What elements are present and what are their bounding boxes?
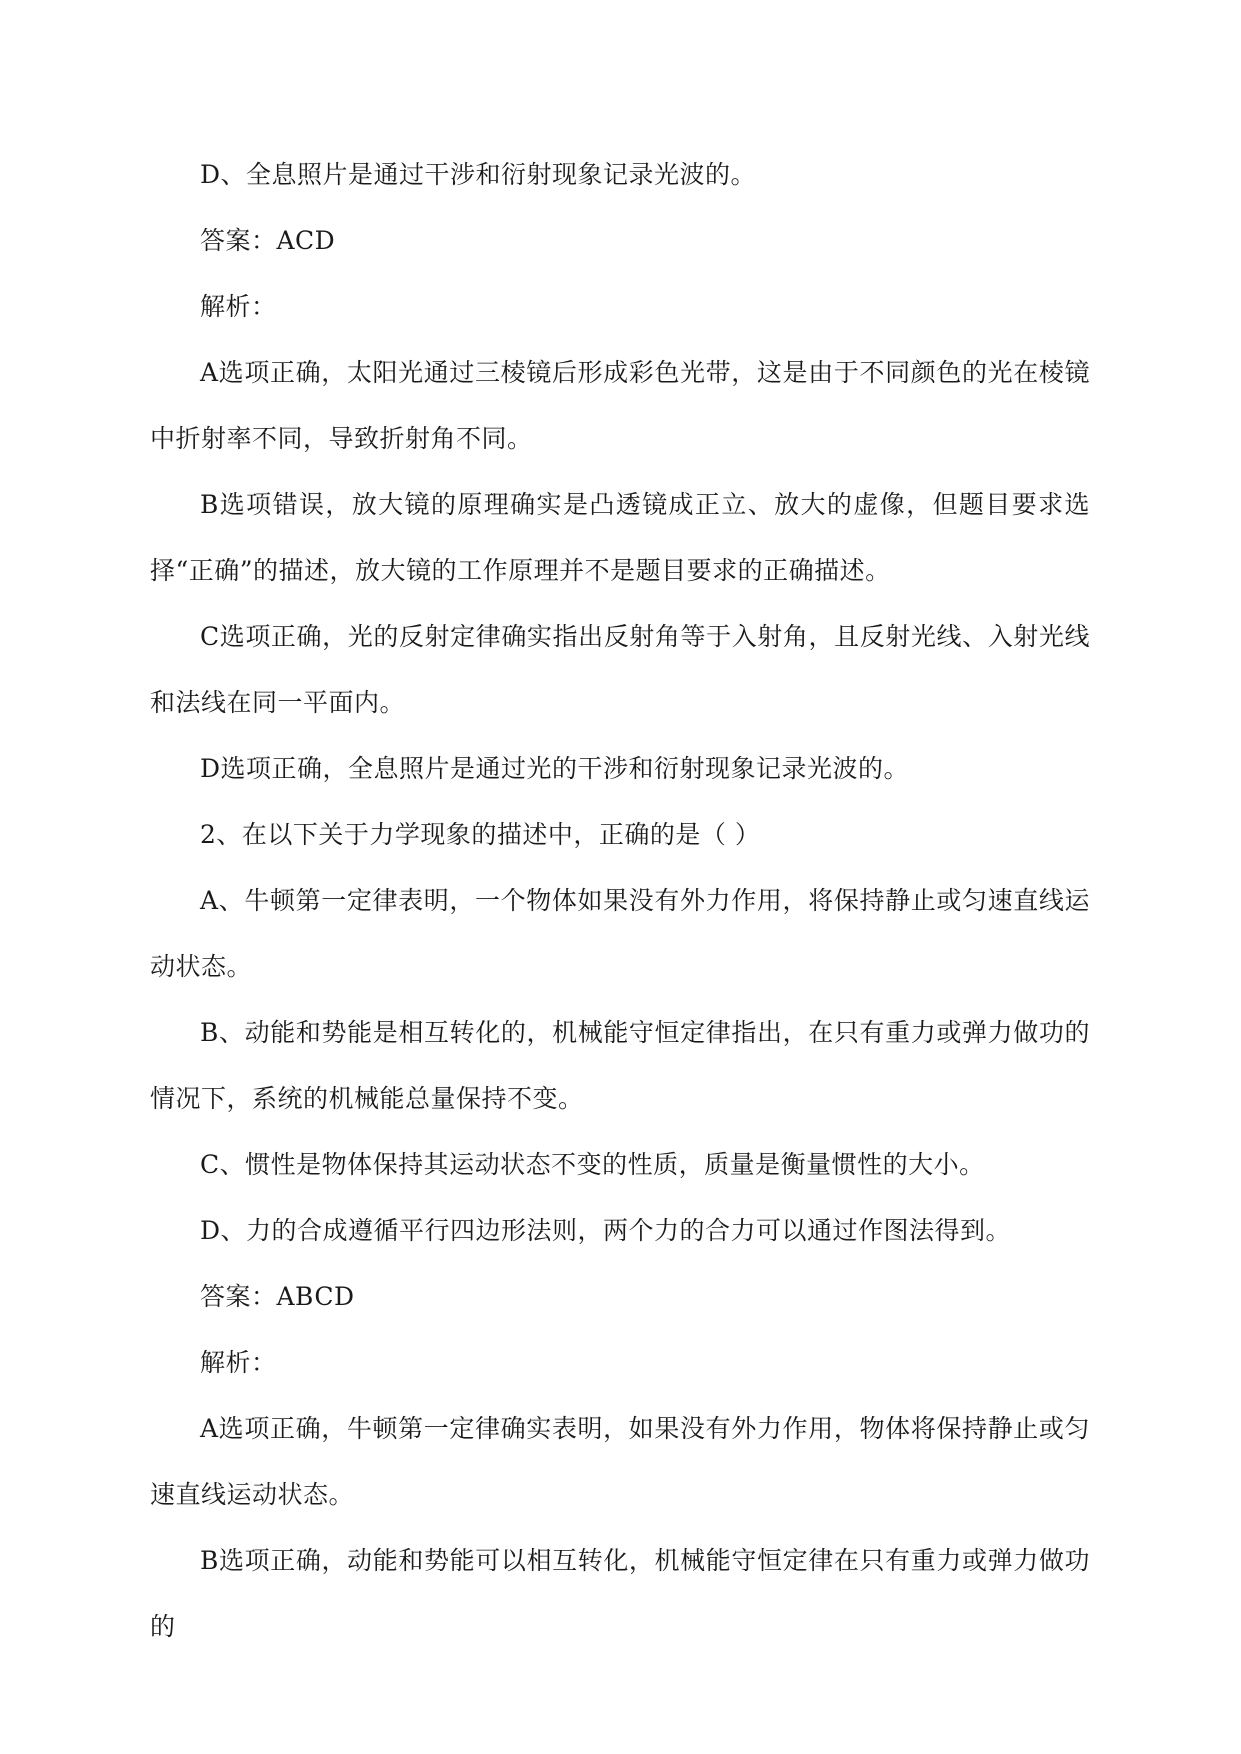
paragraph-analysis-d-1: D选项正确，全息照片是通过光的干涉和衍射现象记录光波的。 xyxy=(200,754,910,783)
paragraph-q2-option-b: B、动能和势能是相互转化的，机械能守恒定律指出，在只有重力或弹力做功的情况下，系统的机械能总量保持不变。 xyxy=(150,1018,1090,1113)
document-body xyxy=(150,142,1090,1660)
paragraph-q2-option-a: A、牛顿第一定律表明，一个物体如果没有外力作用，将保持静止或匀速直线运动状态。 xyxy=(150,886,1090,981)
paragraph-answer-1: 答案：ACD xyxy=(200,226,336,255)
paragraph-q2-option-c: C、惯性是物体保持其运动状态不变的性质，质量是衡量惯性的大小。 xyxy=(200,1150,985,1179)
paragraph-analysis-label-2: 解析： xyxy=(200,1348,277,1377)
paragraph-answer-2: 答案：ABCD xyxy=(200,1282,355,1311)
paragraph-analysis-b-1: B选项错误，放大镜的原理确实是凸透镜成正立、放大的虚像，但题目要求选择“正确”的描述，放大镜的工作原理并不是题目要求的正确描述。 xyxy=(150,490,1090,585)
paragraph-analysis-a-1: A选项正确，太阳光通过三棱镜后形成彩色光带，这是由于不同颜色的光在棱镜中折射率不同，导致折射角不同。 xyxy=(150,358,1090,453)
paragraph-analysis-c-1: C选项正确，光的反射定律确实指出反射角等于入射角，且反射光线、入射光线和法线在同一平面内。 xyxy=(150,622,1090,717)
paragraph-q2-option-d: D、力的合成遵循平行四边形法则，两个力的合力可以通过作图法得到。 xyxy=(200,1216,1012,1245)
paragraph-analysis-a-2: A选项正确，牛顿第一定律确实表明，如果没有外力作用，物体将保持静止或匀速直线运动状态。 xyxy=(150,1414,1090,1509)
paragraph-option-d: D、全息照片是通过干涉和衍射现象记录光波的。 xyxy=(200,160,757,189)
paragraph-analysis-b-2: B选项正确，动能和势能可以相互转化，机械能守恒定律在只有重力或弹力做功的 xyxy=(150,1546,1090,1641)
paragraph-question-2: 2、在以下关于力学现象的描述中，正确的是（ ） xyxy=(200,820,761,849)
paragraph-analysis-label-1: 解析： xyxy=(200,292,277,321)
